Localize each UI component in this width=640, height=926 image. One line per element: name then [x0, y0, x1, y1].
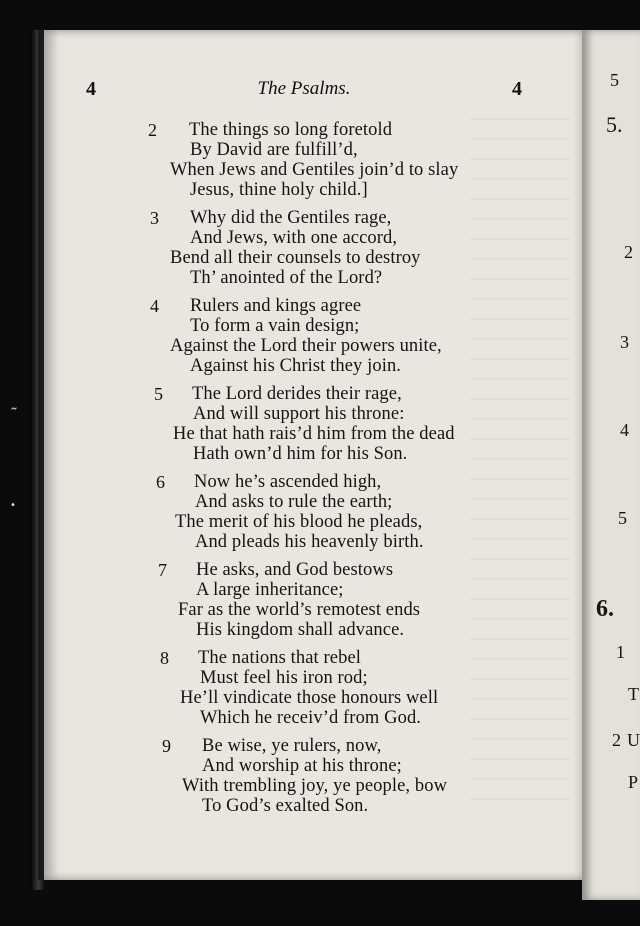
verse-line: Far as the world’s remotest ends [178, 600, 421, 620]
verse-line: Against the Lord their powers unite, [170, 336, 442, 356]
facing-fragment: U [627, 730, 640, 750]
stanza-number: 9 [162, 736, 171, 756]
facing-fragment: 2 [624, 242, 633, 262]
stanza-number: 6 [156, 472, 165, 492]
verse-line: Why did the Gentiles rage, [190, 208, 392, 228]
verse-line: To form a vain design; [190, 316, 360, 336]
stanza-number: 4 [150, 296, 159, 316]
verse-line: Must feel his iron rod; [200, 668, 368, 688]
verse-line: He’ll vindicate those honours well [180, 688, 439, 708]
verse-line: By David are fulfill’d, [190, 140, 358, 160]
page-number-left: 4 [86, 78, 96, 100]
facing-fragment: 2 [612, 730, 621, 750]
facing-fragment: 1 [616, 642, 625, 662]
verse-line: With trembling joy, ye people, bow [182, 776, 448, 796]
verse-line: Hath own’d him for his Son. [193, 444, 408, 464]
facing-fragment: 3 [620, 332, 629, 352]
facing-fragment: T [628, 684, 639, 704]
stanza-number: 2 [148, 120, 157, 140]
verse-line: Bend all their counsels to destroy [170, 248, 421, 268]
verse-line: A large inheritance; [196, 580, 344, 600]
verse-line: The merit of his blood he pleads, [175, 512, 423, 532]
scan-dot-icon: • [10, 500, 16, 511]
verse-line: Th’ anointed of the Lord? [190, 268, 383, 288]
verse-line: And will support his throne: [193, 404, 405, 424]
verse-line: Against his Christ they join. [190, 356, 402, 376]
verse-line: Jesus, thine holy child.] [190, 180, 368, 200]
verse-line: The nations that rebel [198, 648, 361, 668]
page-title: The Psalms. [257, 78, 351, 99]
verse-line: His kingdom shall advance. [196, 620, 405, 640]
verse-line: The Lord derides their rage, [192, 384, 402, 404]
page-number-right: 4 [512, 78, 522, 100]
scan-speck-icon: ˜ [10, 405, 18, 424]
facing-fragment: 5 [618, 508, 627, 528]
stanza-number: 8 [160, 648, 169, 668]
facing-fragment: 4 [620, 420, 629, 440]
facing-fragment: 5. [606, 112, 623, 137]
verse-line: Which he receiv’d from God. [200, 708, 422, 728]
verse-line: The things so long foretold [189, 120, 393, 140]
facing-page-edge [582, 30, 640, 900]
stanza-number: 5 [154, 384, 163, 404]
verse-line: And asks to rule the earth; [195, 492, 393, 512]
verse-line: And worship at his throne; [202, 756, 402, 776]
verse-line: Be wise, ye rulers, now, [202, 736, 382, 756]
verse-line: Now he’s ascended high, [194, 472, 382, 492]
verse-line: And pleads his heavenly birth. [195, 532, 424, 552]
verse-line: When Jews and Gentiles join’d to slay [170, 160, 459, 180]
verse-line: To God’s exalted Son. [202, 796, 369, 816]
stanza-number: 7 [158, 560, 167, 580]
verse-line: Rulers and kings agree [190, 296, 362, 316]
facing-fragment: 5 [610, 70, 619, 90]
stanza-number: 3 [150, 208, 159, 228]
verse-line: And Jews, with one accord, [190, 228, 398, 248]
verse-line: He that hath rais’d him from the dead [173, 424, 455, 444]
facing-fragment: P [628, 772, 639, 792]
facing-fragment: 6. [596, 596, 614, 622]
verse-line: He asks, and God bestows [196, 560, 394, 580]
